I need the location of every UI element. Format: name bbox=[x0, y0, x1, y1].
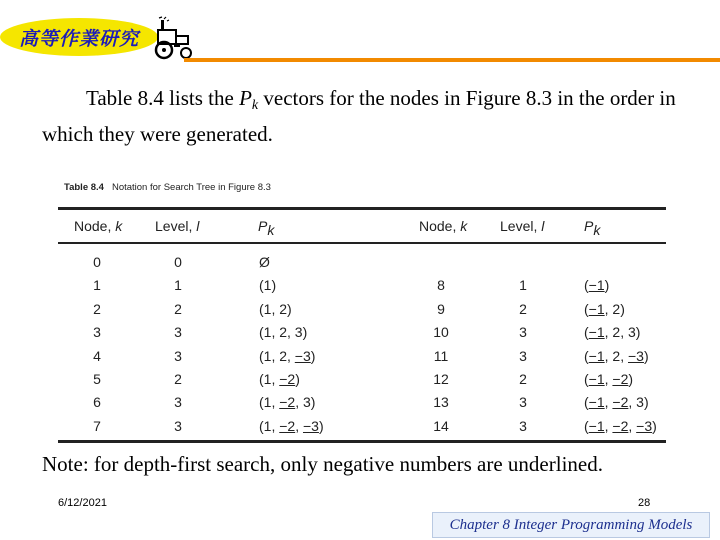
table-title: Notation for Search Tree in Figure 8.3 bbox=[111, 182, 271, 193]
node-cell: 5 bbox=[93, 371, 101, 387]
vector-text: (1, bbox=[259, 371, 280, 387]
level-cell: 3 bbox=[519, 394, 527, 411]
node-cell: 1 bbox=[93, 277, 101, 294]
vector-text: ) bbox=[318, 417, 324, 434]
negative-entry: −2 bbox=[612, 394, 629, 411]
negative-entry: −1 bbox=[588, 371, 605, 387]
intro-text-2: vectors for the nodes in Figure 8.3 in the order in which they were generated. bbox=[42, 86, 676, 146]
negative-entry: −3 bbox=[302, 417, 319, 434]
pk-symbol: P bbox=[239, 86, 252, 110]
negative-entry: −2 bbox=[612, 417, 629, 434]
pk-cell bbox=[259, 324, 307, 340]
negative-entry: −3 bbox=[628, 347, 644, 364]
level-cell: 3 bbox=[174, 394, 182, 411]
level-cell: 2 bbox=[174, 300, 182, 317]
node-cell: 0 bbox=[93, 254, 101, 270]
logo-badge: 高等作業研究 bbox=[0, 18, 158, 56]
negative-entry: −2 bbox=[612, 371, 629, 387]
negative-entry: −3 bbox=[294, 347, 311, 364]
vector-text: , bbox=[604, 417, 613, 434]
vector-text: (1, 2) bbox=[259, 300, 292, 317]
negative-entry: −2 bbox=[279, 417, 296, 434]
vector-text: ) bbox=[643, 347, 649, 364]
vector-text: ( bbox=[584, 394, 589, 411]
vector-text: ( bbox=[584, 277, 589, 294]
chapter-title: Chapter 8 Integer Programming Models bbox=[432, 512, 710, 538]
level-cell: 0 bbox=[174, 254, 182, 270]
node-cell: 3 bbox=[93, 324, 101, 341]
negative-entry: −1 bbox=[588, 324, 605, 341]
footnote: Note: for depth-first search, only negative numbers are underlined. bbox=[42, 452, 603, 476]
level-cell: 2 bbox=[174, 371, 182, 387]
vector-text: ( bbox=[584, 324, 589, 341]
negative-entry: −2 bbox=[279, 394, 296, 411]
vector-text: , 3) bbox=[628, 394, 649, 411]
vector-text: (1, 2, 3) bbox=[259, 324, 308, 341]
node-cell: 8 bbox=[437, 277, 445, 294]
pk-cell bbox=[259, 371, 300, 387]
vector-text: Ø bbox=[259, 254, 270, 270]
vector-text: ) bbox=[604, 277, 610, 294]
node-cell: 4 bbox=[93, 347, 101, 364]
vector-text: (1, bbox=[259, 394, 280, 411]
negative-entry: −3 bbox=[636, 417, 653, 434]
vector-text: , bbox=[628, 417, 637, 434]
vector-text: ( bbox=[584, 371, 589, 387]
table-label: Table 8.4 bbox=[64, 182, 104, 193]
pk-cell bbox=[259, 301, 292, 317]
vector-text: ) bbox=[628, 371, 634, 387]
pk-cell bbox=[584, 348, 649, 364]
level-cell: 2 bbox=[519, 371, 527, 387]
vector-text: (1, bbox=[259, 417, 280, 434]
vector-text: , bbox=[604, 394, 613, 411]
pk-cell bbox=[259, 394, 315, 410]
vector-text: ) bbox=[310, 347, 316, 364]
table-bottom-rule bbox=[58, 440, 666, 443]
node-cell: 12 bbox=[433, 371, 449, 387]
course-logo bbox=[0, 14, 200, 62]
pk-cell bbox=[584, 301, 625, 317]
level-cell: 2 bbox=[519, 300, 527, 317]
node-cell: 7 bbox=[93, 417, 101, 434]
pk-cell bbox=[584, 418, 657, 434]
header-pk-right: Pk bbox=[584, 218, 601, 238]
tractor-icon bbox=[150, 16, 200, 62]
table-header-rule bbox=[58, 242, 666, 244]
pk-cell bbox=[584, 324, 640, 340]
header-level-left: Level, l bbox=[155, 218, 200, 234]
level-cell: 3 bbox=[519, 417, 527, 434]
pk-cell bbox=[259, 418, 324, 434]
page-number: 28 bbox=[638, 497, 651, 509]
node-cell: 6 bbox=[93, 394, 101, 411]
vector-text: , bbox=[295, 417, 303, 434]
pk-cell bbox=[584, 277, 609, 293]
header-level-right: Level, l bbox=[500, 218, 545, 234]
level-cell: 3 bbox=[174, 324, 182, 341]
node-cell: 9 bbox=[437, 300, 445, 317]
pk-cell bbox=[584, 394, 649, 410]
vector-text: ( bbox=[584, 300, 589, 317]
level-cell: 1 bbox=[519, 277, 527, 294]
header-node-right: Node, k bbox=[419, 218, 468, 234]
negative-entry: −1 bbox=[588, 347, 605, 364]
pk-cell bbox=[259, 254, 270, 270]
level-cell: 3 bbox=[519, 324, 527, 341]
vector-text: ) bbox=[295, 371, 300, 387]
negative-entry: −1 bbox=[588, 394, 605, 411]
header-node-left: Node, k bbox=[74, 218, 123, 234]
node-cell: 14 bbox=[433, 417, 449, 434]
vector-text: , 2, 3) bbox=[604, 324, 641, 341]
negative-entry: −2 bbox=[279, 371, 296, 387]
vector-text: , 3) bbox=[295, 394, 316, 411]
vector-text: , bbox=[604, 371, 613, 387]
node-cell: 13 bbox=[433, 394, 449, 411]
negative-entry: −1 bbox=[588, 300, 605, 317]
intro-text-1: Table 8.4 lists the bbox=[86, 86, 240, 110]
vector-text: ( bbox=[584, 417, 589, 434]
level-cell: 3 bbox=[174, 347, 182, 364]
table-caption bbox=[64, 182, 271, 193]
node-cell: 2 bbox=[93, 300, 101, 317]
level-cell: 3 bbox=[174, 417, 182, 434]
vector-text: (1) bbox=[259, 277, 277, 294]
intro-paragraph bbox=[42, 84, 682, 149]
header-accent-line bbox=[184, 58, 720, 62]
vector-text: ( bbox=[584, 347, 589, 364]
level-cell: 3 bbox=[519, 347, 527, 364]
pk-subscript: k bbox=[251, 98, 259, 113]
pk-cell bbox=[259, 348, 315, 364]
node-cell: 10 bbox=[433, 324, 449, 341]
vector-text: , 2, bbox=[604, 347, 628, 364]
header-pk-left: Pk bbox=[258, 218, 275, 238]
vector-text: , 2) bbox=[604, 300, 625, 317]
negative-entry: −1 bbox=[588, 277, 605, 294]
pk-cell bbox=[259, 277, 276, 293]
node-cell: 11 bbox=[433, 347, 449, 364]
pk-cell bbox=[584, 371, 633, 387]
vector-text: (1, 2, bbox=[259, 347, 295, 364]
level-cell: 1 bbox=[174, 277, 182, 294]
negative-entry: −1 bbox=[588, 417, 605, 434]
slide-date: 6/12/2021 bbox=[58, 497, 107, 509]
vector-text: ) bbox=[652, 417, 657, 434]
table-top-rule bbox=[58, 207, 666, 210]
